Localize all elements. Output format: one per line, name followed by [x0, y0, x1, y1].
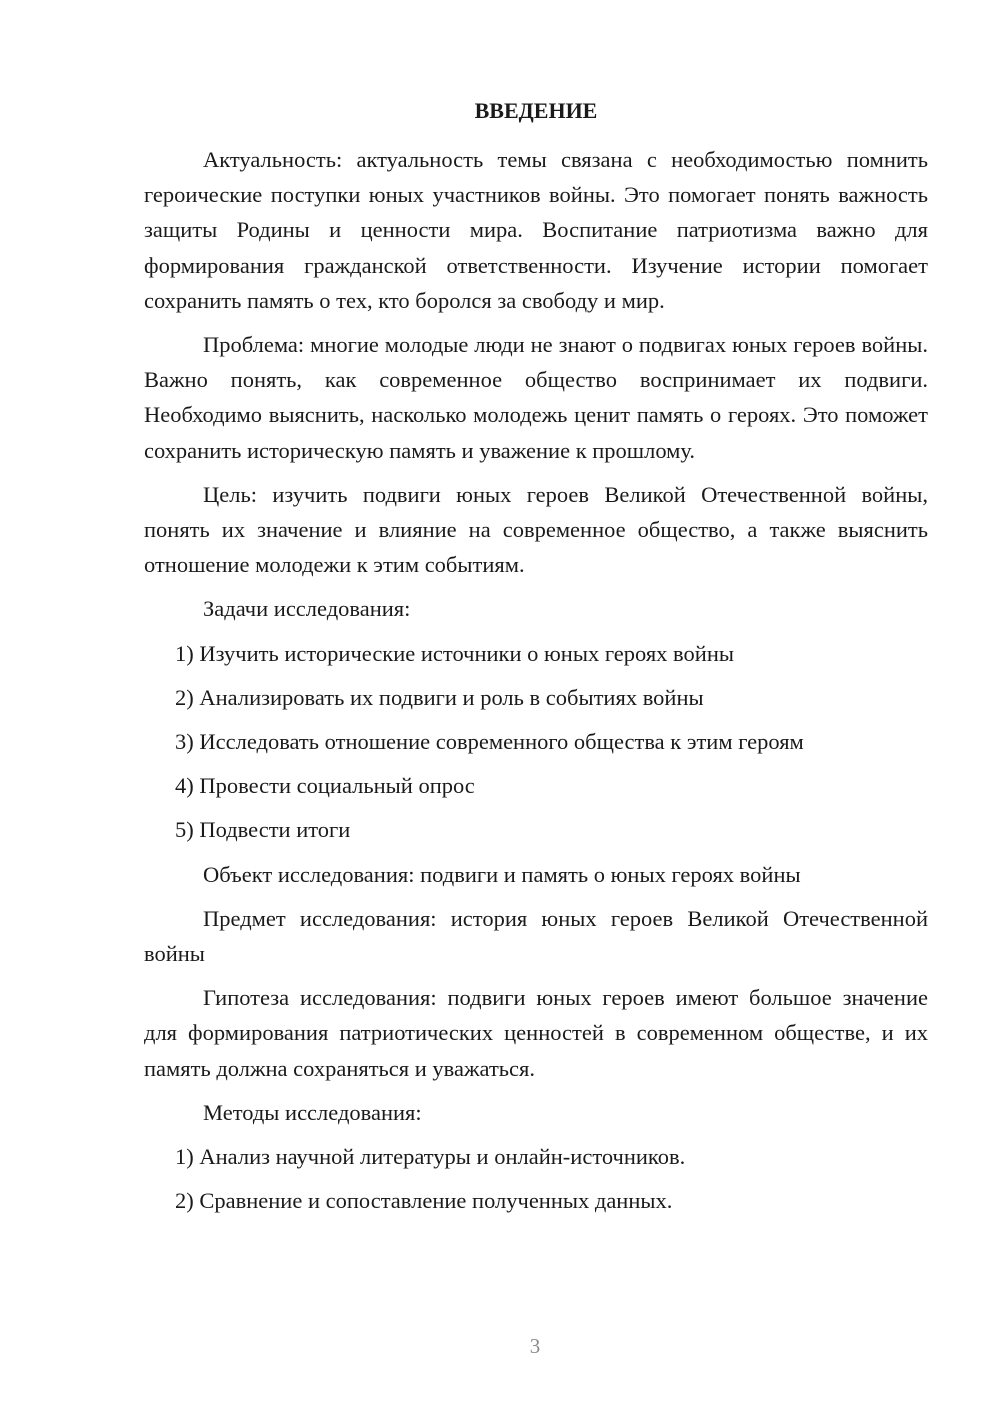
problem-paragraph: Проблема: многие молодые люди не знают о подвигах юных героев войны. Важно понять, как современное общество воспринимает их подвиги. Необходимо выяснить, насколько молодежь ценит память о героях. Это поможет сохранить историческую память и уважение к прошлому.: [144, 332, 928, 463]
relevance-paragraph: Актуальность: актуальность темы связана с необходимостью помнить героические поступки юных участников войны. Это помогает понять важность защиты Родины и ценности мира. Воспитание патриотизма важно для формирования гражданской ответственности. Изучение истории помогает сохранить память о тех, кто боролся за свободу и мир.: [144, 147, 928, 313]
goal-paragraph: Цель: изучить подвиги юных героев Великой Отечественной войны, понять их значение и влияние на современное общество, а также выяснить отношение молодежи к этим событиям.: [144, 481, 928, 578]
method-item: 1) Анализ научной литературы и онлайн-источников.: [175, 1144, 686, 1170]
task-item: 3) Исследовать отношение современного общества к этим героям: [175, 729, 804, 755]
task-item: 4) Провести социальный опрос: [175, 773, 475, 799]
task-item: 5) Подвести итоги: [175, 817, 351, 843]
task-item: 2) Анализировать их подвиги и роль в событиях войны: [175, 684, 704, 710]
document-page: [144, 96, 928, 1227]
hypothesis-paragraph: Гипотеза исследования: подвиги юных героев имеют большое значение для формирования патриотических ценностей в современном обществе, и их память должна сохраняться и уважаться.: [144, 985, 928, 1081]
task-item: 1) Изучить исторические источники о юных героях войны: [175, 640, 734, 666]
method-item: 2) Сравнение и сопоставление полученных данных.: [175, 1188, 673, 1214]
object-paragraph: Объект исследования: подвиги и память о юных героях войны: [203, 861, 801, 887]
page-number: 3: [529, 1334, 541, 1358]
subject-paragraph: Предмет исследования: история юных героев Великой Отечественной войны: [144, 905, 928, 967]
methods-label: Методы исследования:: [203, 1099, 422, 1125]
tasks-label: Задачи исследования:: [203, 596, 411, 622]
section-heading: ВВЕДЕНИЕ: [474, 98, 598, 123]
